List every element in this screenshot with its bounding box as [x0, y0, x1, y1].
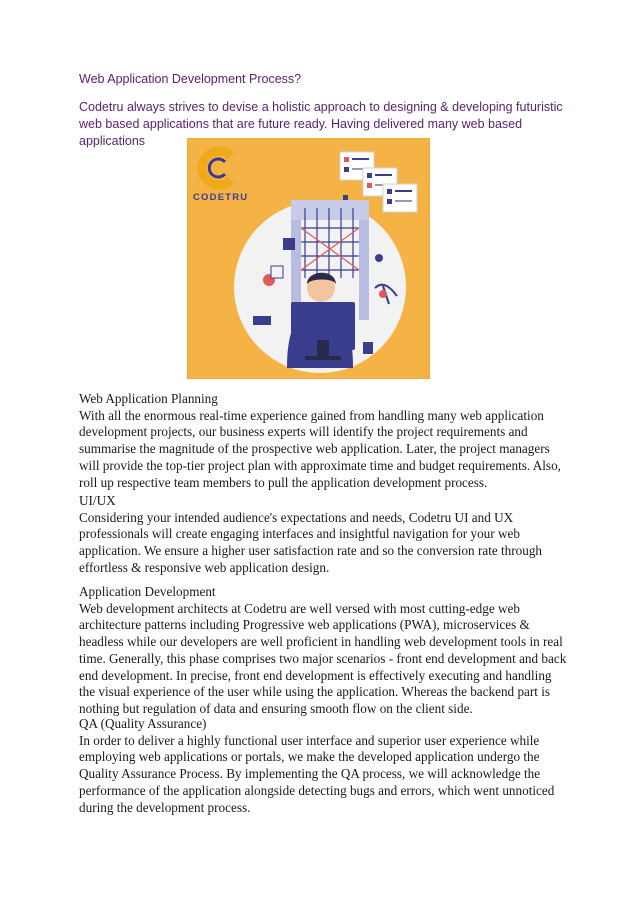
- section-heading: UI/UX: [79, 493, 116, 508]
- section-body: Considering your intended audience's expectations and needs, Codetru UI and UX professionals will create engaging interfaces and insightful navigation for your web application. We ensure a higher user satisfaction rate and so the conversion rate through effortless & responsive web application design.: [79, 509, 543, 575]
- intro-paragraph: Codetru always strives to devise a holistic approach to designing & developing futuristic web based applications that are future ready. Having delivered many web based applications: [79, 100, 563, 148]
- page-title: Web Application Development Process?: [79, 72, 302, 86]
- section-application-development: [79, 584, 569, 718]
- section-heading: Application Development: [79, 584, 216, 599]
- logo-text: CODETRU: [193, 192, 249, 203]
- section-qa: [79, 716, 569, 816]
- section-body: With all the enormous real-time experience gained from handling many web application development projects, our business experts will identify the project requirements and summarise the magnitude of the prospective web application. Later, the project managers will provide the top-tier project plan with approximate time and budget requirements. Also, roll up respective team members to pull the application development process.: [79, 407, 561, 490]
- section-heading: QA (Quality Assurance): [79, 716, 207, 731]
- mug-icon: [363, 342, 373, 354]
- section-body: Web development architects at Codetru are well versed with most cutting-edge web architecture patterns including Progressive web applications (PWA), microservices & headless while our developers are well proficient in handling web development tools in real time. Generally, this phase comprises two major scenarios - front end development and back end development. In precise, front end development is effectively executing and handling the visual experience of the user while using the application. Whereas the backend part is nothing but regulation of data and ensuring smooth flow on the client side.: [79, 600, 567, 716]
- hero-illustration: [187, 138, 430, 379]
- section-web-application-planning: [79, 391, 569, 491]
- section-heading: Web Application Planning: [79, 391, 218, 406]
- section-body: In order to deliver a highly functional user interface and superior user experience while employing web applications or portals, we make the developed application undergo the Quality Assurance Process. By implementing the QA process, we will acknowledge the performance of the application alongside detecting bugs and errors, which went unnoticed during the development process.: [79, 732, 555, 815]
- section-ui-ux: [79, 493, 569, 577]
